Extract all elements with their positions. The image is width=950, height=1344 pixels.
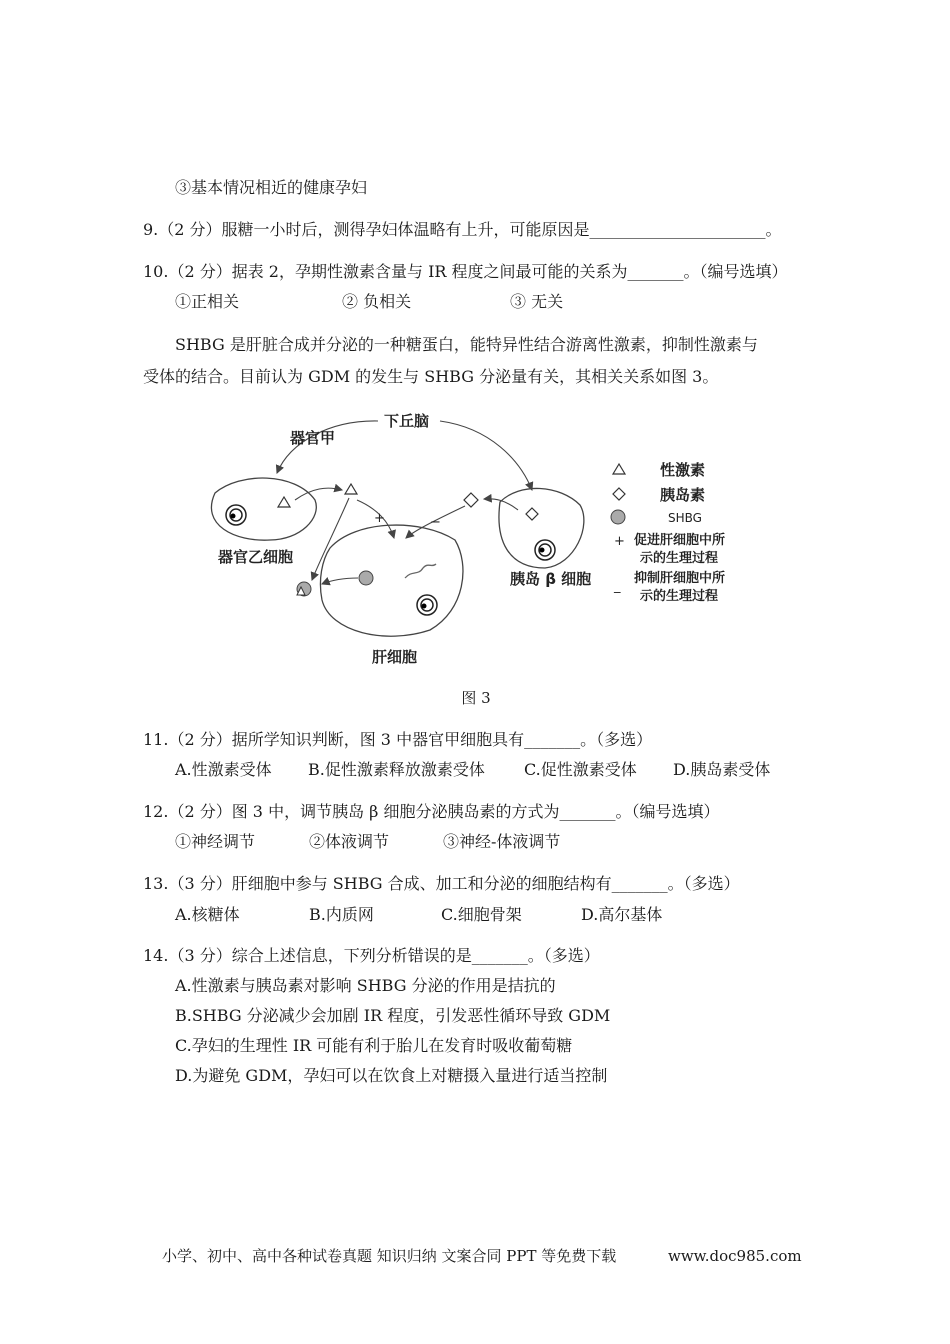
q13-option-a: A.核糖体 <box>175 905 240 924</box>
label-liver: 肝细胞 <box>372 648 418 666</box>
label-organ-b: 器官乙细胞 <box>218 548 294 566</box>
q13-option-b: B.内质网 <box>309 905 374 924</box>
sex-hormone-in-organ-b <box>278 497 290 507</box>
insulin-in-islet <box>526 508 538 520</box>
legend-inhibit-2: 示的生理过程 <box>640 589 719 604</box>
legend-insulin: 胰岛素 <box>660 486 706 504</box>
q14-option-c: C.孕妇的生理性 IR 可能有利于胎儿在发育时吸收葡萄糖 <box>175 1036 573 1055</box>
legend-promote-2: 示的生理过程 <box>640 551 719 566</box>
q11-option-b: B.促性激素释放激素受体 <box>308 760 485 779</box>
shbg-bound-to-sex-hormone <box>297 582 311 596</box>
q10-option-1: ①正相关 <box>175 292 240 311</box>
q11-option-c: C.促性激素受体 <box>524 760 637 779</box>
arrow-sex-hormone-to-shbg-complex <box>312 498 349 580</box>
legend-inhibit-1: 抑制肝细胞中所 <box>634 571 726 586</box>
nucleus-liver <box>417 595 437 615</box>
legend-shbg: SHBG <box>668 511 702 525</box>
islet-beta-cell <box>499 488 584 568</box>
q10-option-3: ③ 无关 <box>510 292 564 311</box>
footer-url[interactable]: www.doc985.com <box>668 1247 802 1265</box>
q14-option-d: D.为避免 GDM，孕妇可以在饮食上对糖摄入量进行适当控制 <box>175 1066 608 1085</box>
question-10: 10.（2 分）据表 2，孕期性激素含量与 IR 程度之间最可能的关系为_______。（编号选填） <box>143 262 788 281</box>
q14-option-a: A.性激素与胰岛素对影响 SHBG 分泌的作用是拮抗的 <box>175 976 556 995</box>
q12-option-2: ②体液调节 <box>309 832 390 851</box>
legend-promote-1: 促进肝细胞中所 <box>634 533 726 548</box>
q10-option-2: ② 负相关 <box>342 292 412 311</box>
shbg-in-liver <box>359 571 373 585</box>
arrow-hypothalamus-to-islet <box>440 421 532 490</box>
label-hypothalamus: 下丘脑 <box>384 412 430 430</box>
q11-option-a: A.性激素受体 <box>175 760 272 779</box>
figure-caption: 图 3 <box>461 689 491 707</box>
legend-sex-hormone: 性激素 <box>660 461 706 479</box>
legend-triangle-icon <box>613 464 625 474</box>
passage-line-2: 受体的结合。目前认为 GDM 的发生与 SHBG 分泌量有关，其相关关系如图 3。 <box>143 367 719 386</box>
liver-cell <box>320 525 463 636</box>
q8-option-3: ③基本情况相近的健康孕妇 <box>175 178 368 197</box>
passage-line-1: SHBG 是肝脏合成并分泌的一种糖蛋白，能特异性结合游离性激素，抑制性激素与 <box>175 335 758 354</box>
q12-option-1: ①神经调节 <box>175 832 256 851</box>
er-squiggle <box>405 564 436 578</box>
arrow-organ-b-to-sex-hormone <box>295 488 342 500</box>
insulin-free <box>464 493 478 507</box>
footer-text: 小学、初中、高中各种试卷真题 知识归纳 文案合同 PPT 等免费下载 <box>162 1247 617 1265</box>
nucleus-organ-b <box>226 505 246 525</box>
label-plus: + <box>374 511 385 526</box>
nucleus-islet <box>535 540 555 560</box>
q13-option-c: C.细胞骨架 <box>441 905 522 924</box>
legend-minus-icon: _ <box>614 579 621 594</box>
legend <box>611 461 725 604</box>
q11-option-d: D.胰岛素受体 <box>673 760 771 779</box>
question-12: 12.（2 分）图 3 中，调节胰岛 β 细胞分泌胰岛素的方式为_______。（编号选填） <box>143 802 720 821</box>
question-14: 14.（3 分）综合上述信息，下列分析错误的是_______。（多选） <box>143 946 600 965</box>
question-9: 9.（2 分）服糖一小时后，测得孕妇体温略有上升，可能原因是______________________。 <box>143 220 782 239</box>
legend-circle-icon <box>611 510 625 524</box>
label-minus: − <box>430 515 441 530</box>
label-islet: 胰岛 β 细胞 <box>510 570 592 588</box>
sex-hormone-free <box>345 484 357 494</box>
q12-option-3: ③神经-体液调节 <box>443 832 561 851</box>
arrow-islet-to-insulin <box>484 499 518 510</box>
label-organ-a: 器官甲 <box>290 429 336 447</box>
question-11: 11.（2 分）据所学知识判断，图 3 中器官甲细胞具有_______。（多选） <box>143 730 653 749</box>
q14-option-b: B.SHBG 分泌减少会加剧 IR 程度，引发恶性循环导致 GDM <box>175 1006 611 1025</box>
figure-3-diagram <box>0 400 950 680</box>
legend-diamond-icon <box>613 488 625 500</box>
question-13: 13.（3 分）肝细胞中参与 SHBG 合成、加工和分泌的细胞结构有_______。（多选） <box>143 874 740 893</box>
arrow-shbg-out-of-liver <box>322 578 358 584</box>
q13-option-d: D.高尔基体 <box>581 905 663 924</box>
legend-plus-icon: + <box>614 534 625 549</box>
